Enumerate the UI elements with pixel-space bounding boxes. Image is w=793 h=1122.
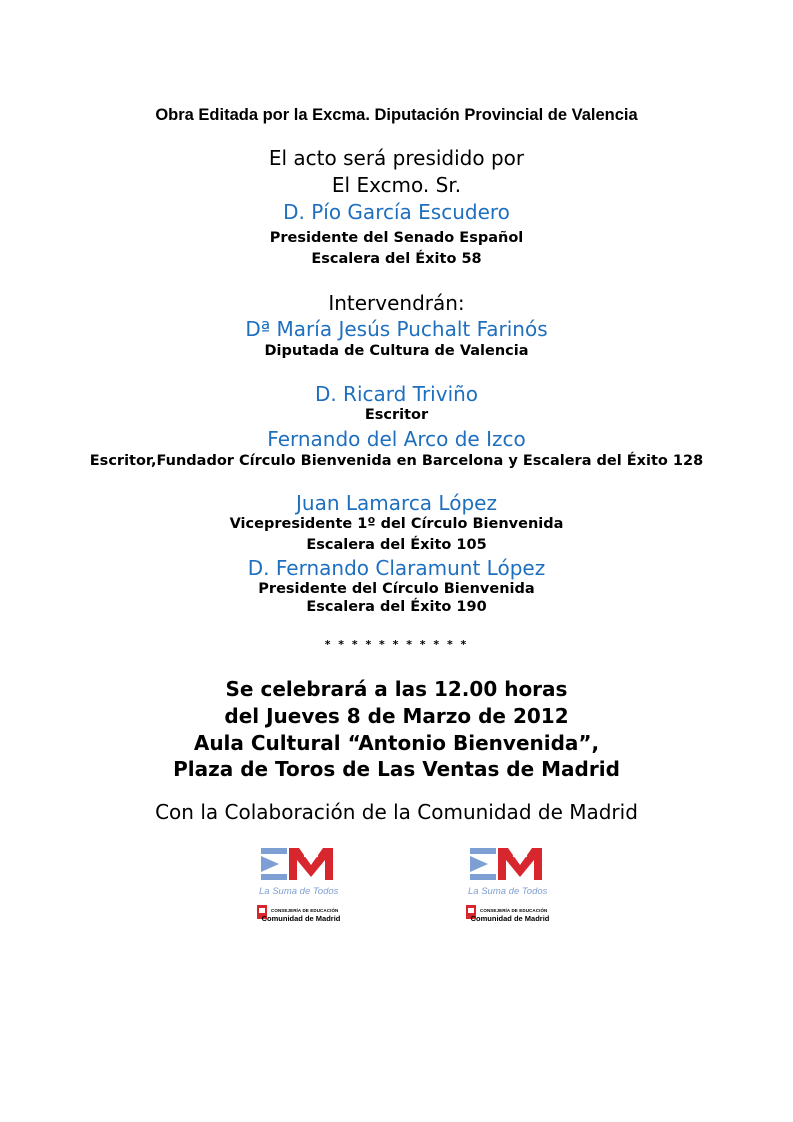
speaker-role: Escalera del Éxito 190 [306, 599, 487, 615]
event-line-1: Se celebrará a las 12.00 horas [225, 677, 568, 701]
speaker-name: Juan Lamarca López [296, 491, 497, 515]
event-line-4: Plaza de Toros de Las Ventas de Madrid [173, 757, 620, 781]
logo-organization: Comunidad de Madrid [470, 914, 550, 923]
speaker-role: Escritor [364, 407, 429, 423]
speaker-role: Diputada de Cultura de Valencia [264, 343, 529, 359]
separator: * * * * * * * * * * * [324, 638, 469, 651]
comunidad-madrid-logo [253, 845, 355, 927]
logo-department: CONSEJERÍA DE EDUCACIÓN [480, 908, 548, 913]
president-role-1: Presidente del Senado Español [269, 230, 524, 246]
presidency-intro-2: El Excmo. Sr. [331, 173, 462, 197]
collaboration-line: Con la Colaboración de la Comunidad de Madrid [155, 800, 638, 824]
comunidad-madrid-logo [462, 845, 564, 927]
speaker-name: Fernando del Arco de Izco [267, 427, 526, 451]
logo-department: CONSEJERÍA DE EDUCACIÓN [271, 908, 339, 913]
speaker-name: D. Fernando Claramunt López [247, 556, 546, 580]
president-role-2: Escalera del Éxito 58 [311, 251, 482, 267]
logo-tagline: La Suma de Todos [259, 886, 339, 897]
speaker-role: Presidente del Círculo Bienvenida [258, 581, 535, 597]
speakers-title: Intervendrán: [328, 291, 465, 315]
editor-line: Obra Editada por la Excma. Diputación Provincial de Valencia [155, 106, 638, 124]
suma-mark-icon [462, 845, 562, 885]
event-line-3: Aula Cultural “Antonio Bienvenida”, [193, 731, 600, 755]
speaker-name: Dª María Jesús Puchalt Farinós [245, 317, 548, 341]
speaker-name: D. Ricard Triviño [314, 382, 479, 406]
president-name: D. Pío García Escudero [283, 200, 510, 224]
speaker-role: Escritor,Fundador Círculo Bienvenida en Barcelona y Escalera del Éxito 128 [89, 453, 704, 469]
speaker-role: Escalera del Éxito 105 [306, 537, 487, 553]
logo-tagline: La Suma de Todos [468, 886, 548, 897]
speaker-role: Vicepresidente 1º del Círculo Bienvenida [229, 516, 564, 532]
event-line-2: del Jueves 8 de Marzo de 2012 [224, 704, 569, 728]
logo-organization: Comunidad de Madrid [261, 914, 341, 923]
presidency-intro-1: El acto será presidido por [268, 146, 525, 170]
suma-mark-icon [253, 845, 353, 885]
